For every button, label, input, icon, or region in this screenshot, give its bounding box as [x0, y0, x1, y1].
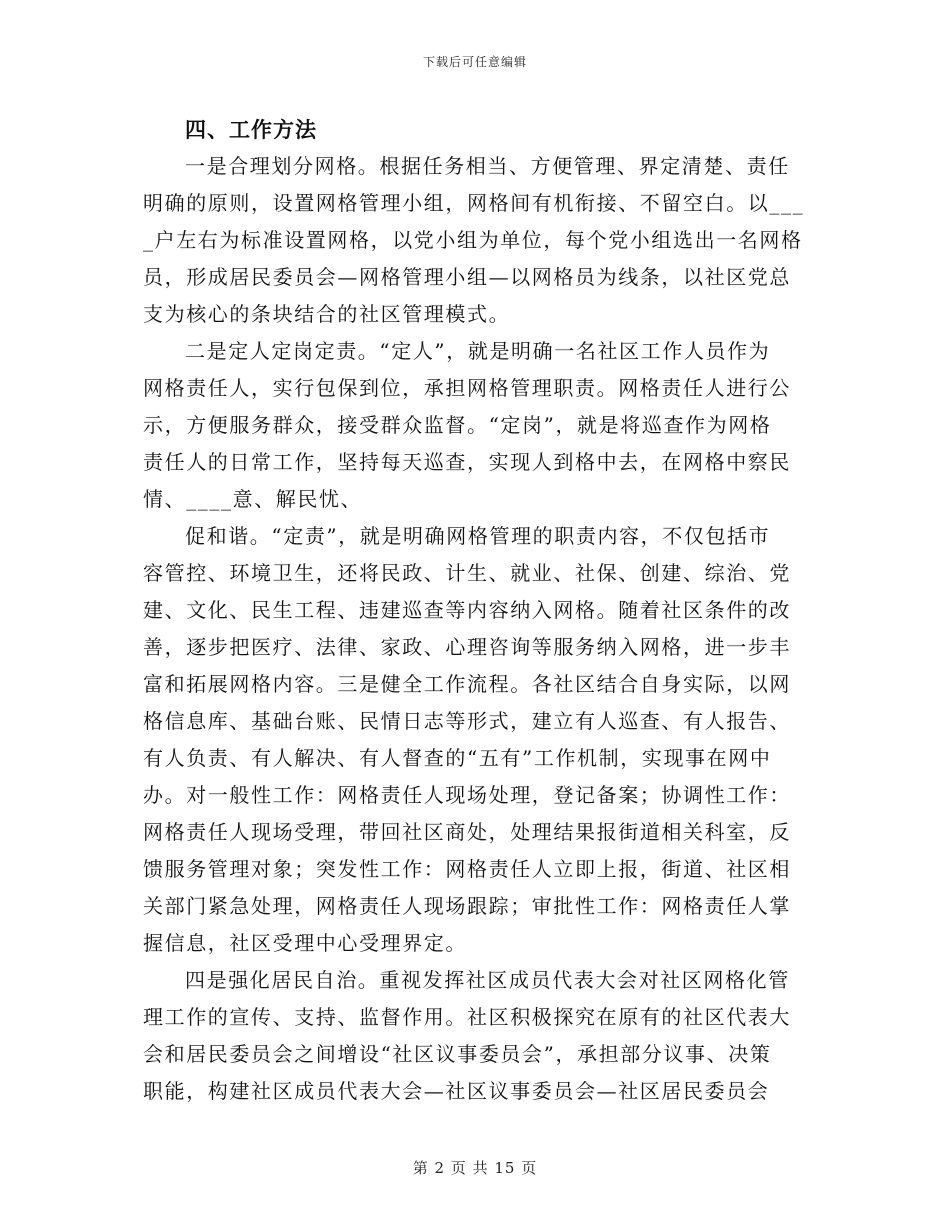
text-line: 示，方便服务群众，接受群众监督。“定岗”，就是将巡查作为网格: [143, 413, 772, 437]
text-line: 关部门紧急处理，网格责任人现场跟踪；审批性工作：网格责任人掌: [143, 894, 791, 918]
text-line: 会和居民委员会之间增设“社区议事委员会”，承担部分议事、决策: [143, 1042, 772, 1066]
text-line: 建、文化、民生工程、违建巡查等内容纳入网格。随着社区条件的改: [143, 598, 791, 622]
paragraph-responsibilities-workflow: [143, 518, 813, 962]
text-line: 办。对一般性工作：网格责任人现场处理，登记备案；协调性工作：: [143, 783, 791, 807]
text-line: 四是强化居民自治。重视发挥社区成员代表大会对社区网格化管: [185, 968, 790, 992]
header-note: 下载后可任意编辑: [422, 55, 527, 69]
paragraph-resident-autonomy: [143, 962, 813, 1110]
paragraph-assign-duties: [143, 333, 813, 518]
text-line: 有人负责、有人解决、有人督查的“五有”工作机制，实现事在网中: [143, 746, 772, 770]
text-line: 一是合理划分网格。根据任务相当、方便管理、界定清楚、责任: [185, 154, 790, 178]
text-line: 善，逐步把医疗、法律、家政、心理咨询等服务纳入网格，进一步丰: [143, 635, 791, 659]
text-line: 馈服务管理对象；突发性工作：网格责任人立即上报，街道、社区相: [143, 857, 791, 881]
text-line: 二是定人定岗定责。“定人”，就是明确一名社区工作人员作为: [185, 339, 771, 363]
text-line: 握信息，社区受理中心受理界定。: [143, 931, 467, 955]
text-line: 网格责任人现场受理，带回社区商处，处理结果报街道相关科室，反: [143, 820, 791, 844]
document-body: [143, 112, 813, 1110]
text-line: 理工作的宣传、支持、监督作用。社区积极探究在原有的社区代表大: [143, 1005, 791, 1029]
text-line: 情、____意、解民忧、: [143, 487, 363, 511]
text-line: 支为核心的条块结合的社区管理模式。: [143, 302, 511, 326]
section-heading: 四、工作方法: [185, 117, 317, 142]
text-line: 促和谐。“定责”，就是明确网格管理的职责内容，不仅包括市: [185, 524, 771, 548]
text-line: 富和拓展网格内容。三是健全工作流程。各社区结合自身实际，以网: [143, 672, 791, 696]
text-line: 容管控、环境卫生，还将民政、计生、就业、社保、创建、综治、党: [143, 561, 791, 585]
text-line: 员，形成居民委员会—网格管理小组—以网格员为线条，以社区党总: [143, 265, 791, 289]
text-line: 职能，构建社区成员代表大会—社区议事委员会—社区居民委员会: [143, 1079, 770, 1103]
text-line: 明确的原则，设置网格管理小组，网格间有机衔接、不留空白。以___: [143, 191, 805, 215]
text-line: 网格责任人，实行包保到位，承担网格管理职责。网格责任人进行公: [143, 376, 791, 400]
text-line: 格信息库、基础台账、民情日志等形式，建立有人巡查、有人报告、: [143, 709, 791, 733]
page-number: 第 2 页 共 15 页: [412, 1159, 538, 1177]
text-line: 责任人的日常工作，坚持每天巡查，实现人到格中去，在网格中察民: [143, 450, 791, 474]
text-line: _户左右为标准设置网格，以党小组为单位，每个党小组选出一名网格: [143, 228, 803, 252]
paragraph-grid-division: [143, 148, 813, 333]
